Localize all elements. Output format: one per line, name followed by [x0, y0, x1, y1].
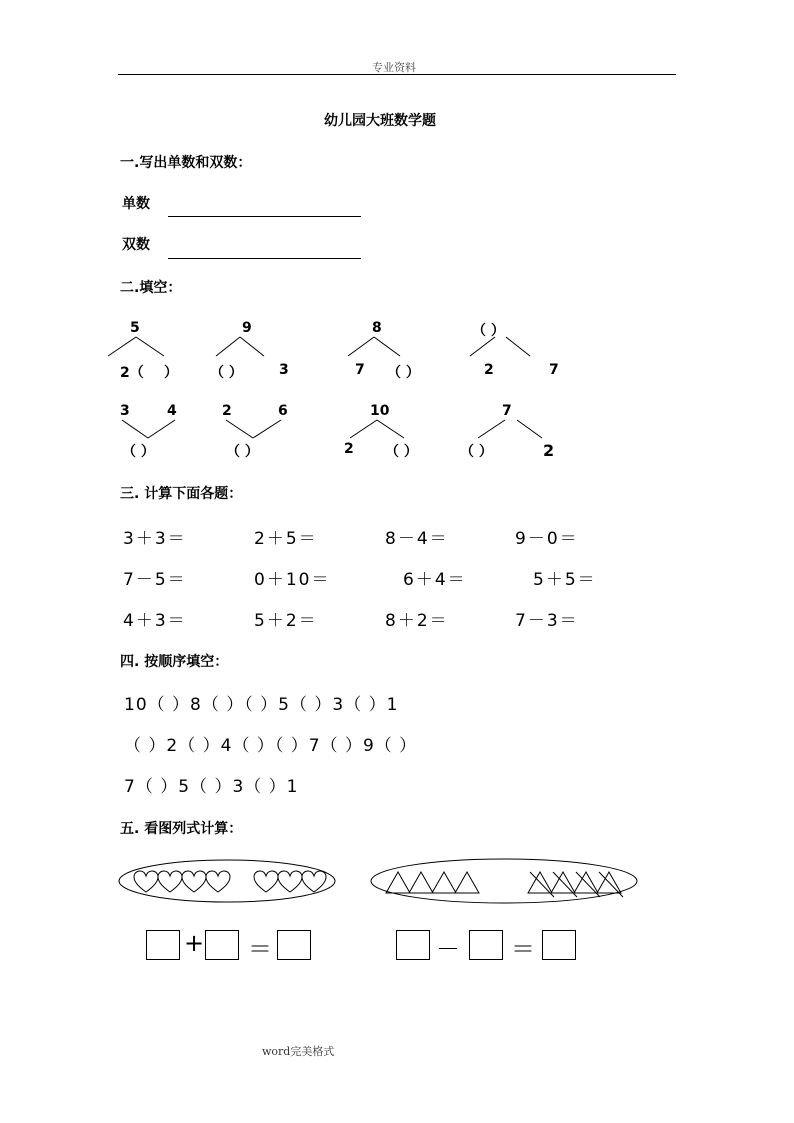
section1-heading: 一.写出单数和双数：: [120, 155, 252, 171]
odd-label: 单数: [122, 196, 150, 212]
minus-sign: －: [436, 935, 460, 963]
section5-heading: 五. 看图列式计算：: [120, 821, 243, 837]
answer-box-5[interactable]: [469, 930, 503, 960]
calc-r1-c2: 2＋5＝: [254, 529, 318, 549]
triangle-icon: [455, 872, 479, 893]
calc-r1-c3: 8－4＝: [385, 529, 449, 549]
section3-heading: 三. 计算下面各题：: [120, 486, 243, 502]
bond1-right[interactable]: ）: [164, 365, 178, 381]
heart-icon: [278, 871, 302, 892]
oval-triangles: [371, 859, 637, 903]
answer-box-2[interactable]: [205, 930, 239, 960]
bond4-right: 7: [549, 362, 559, 378]
bond4-left: 2: [484, 362, 494, 378]
calc-r3-c4: 7－3＝: [515, 611, 579, 631]
calc-r2-c4: 5＋5＝: [533, 570, 597, 590]
answer-box-4[interactable]: [396, 930, 430, 960]
calc-r1-c1: 3＋3＝: [123, 529, 187, 549]
bond7-top: 10: [370, 403, 390, 419]
calc-r2-c1: 7－5＝: [123, 570, 187, 590]
even-label: 双数: [122, 237, 150, 253]
bond5-left: 3: [120, 403, 130, 419]
bond2-left[interactable]: （ ）: [210, 365, 243, 381]
answer-box-3[interactable]: [277, 930, 311, 960]
equals-sign-2: ＝: [511, 935, 535, 963]
page-footer: word完美格式: [262, 1045, 335, 1058]
calc-r2-c3: 6＋4＝: [403, 570, 467, 590]
sequence-row-2: （ ）2（ ）4（ ）（ ）7（ ）9（ ）: [124, 736, 418, 756]
bond6-right: 6: [278, 403, 288, 419]
bond6-bottom[interactable]: （ ）: [226, 444, 259, 460]
bond7-left: 2: [344, 441, 354, 457]
plus-sign: +: [184, 929, 205, 957]
calc-r3-c1: 4＋3＝: [123, 611, 187, 631]
calc-r2-c2: 0＋10＝: [254, 570, 331, 590]
page-header: 专业资料: [372, 61, 416, 74]
bond2-top: 9: [242, 320, 252, 336]
bond2-right: 3: [279, 362, 289, 378]
bond4-top[interactable]: （ ）: [472, 323, 505, 339]
calc-r3-c2: 5＋2＝: [254, 611, 318, 631]
sequence-row-1: 10（ ）8（ ）（ ）5（ ）3（ ）1: [124, 695, 399, 715]
bond3-right[interactable]: （ ）: [387, 365, 420, 381]
page-title: 幼儿园大班数学题: [324, 113, 436, 129]
bond3-top: 8: [372, 320, 382, 336]
sequence-row-3: 7（ ）5（ ）3（ ）1: [124, 777, 299, 797]
answer-box-6[interactable]: [542, 930, 576, 960]
bond8-right: 2: [543, 441, 555, 460]
calc-r3-c3: 8＋2＝: [385, 611, 449, 631]
bond5-bottom[interactable]: （ ）: [122, 444, 155, 460]
heart-icon: [254, 871, 278, 892]
bond1-left: 2（: [120, 365, 144, 381]
answer-box-1[interactable]: [146, 930, 180, 960]
section4-heading: 四. 按顺序填空：: [120, 654, 229, 670]
triangle-icon: [386, 872, 410, 893]
heart-icon: [206, 871, 230, 892]
bond8-left[interactable]: （ ）: [460, 444, 493, 460]
bond5-right: 4: [167, 403, 177, 419]
bond6-left: 2: [222, 403, 232, 419]
heart-icon: [134, 871, 158, 892]
bond8-top: 7: [502, 403, 512, 419]
triangle-icon: [432, 872, 456, 893]
bond1-top: 5: [130, 320, 140, 336]
bond7-right[interactable]: （ ）: [385, 444, 418, 460]
section2-heading: 二.填空：: [120, 280, 182, 296]
heart-icon: [302, 871, 326, 892]
bond3-left: 7: [355, 362, 365, 378]
equals-sign-1: ＝: [248, 935, 272, 963]
heart-icon: [158, 871, 182, 892]
calc-r1-c4: 9－0＝: [515, 529, 579, 549]
heart-icon: [182, 871, 206, 892]
triangle-icon: [409, 872, 433, 893]
